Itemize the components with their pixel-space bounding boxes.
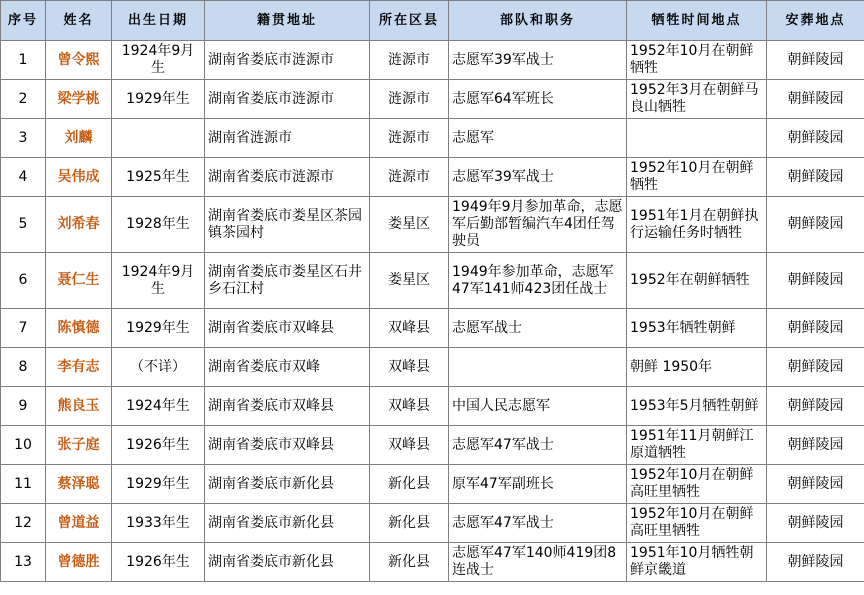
cell-no: 2 bbox=[1, 80, 46, 119]
table-row bbox=[1, 119, 864, 158]
cell-death: 1951年10月牺牲朝鲜京畿道 bbox=[627, 543, 767, 582]
header-address: 籍贯地址 bbox=[205, 1, 370, 41]
cell-name: 刘希春 bbox=[46, 197, 112, 253]
cell-unit: 志愿军47军战士 bbox=[449, 504, 627, 543]
cell-no: 5 bbox=[1, 197, 46, 253]
table-row bbox=[1, 253, 864, 309]
cell-county: 涟源市 bbox=[370, 158, 449, 197]
cell-death: 1951年1月在朝鲜执行运输任务时牺牲 bbox=[627, 197, 767, 253]
cell-no: 10 bbox=[1, 426, 46, 465]
cell-unit: 原军47军副班长 bbox=[449, 465, 627, 504]
cell-birth: 1925年生 bbox=[112, 158, 205, 197]
cell-unit: 志愿军39军战士 bbox=[449, 158, 627, 197]
cell-death: 1952年10月在朝鲜高旺里牺牲 bbox=[627, 465, 767, 504]
cell-name: 陈慎德 bbox=[46, 309, 112, 348]
cell-name: 熊良玉 bbox=[46, 387, 112, 426]
cell-death: 1953年牺牲朝鲜 bbox=[627, 309, 767, 348]
cell-address: 湖南省娄底市涟源市 bbox=[205, 80, 370, 119]
table-row bbox=[1, 41, 864, 80]
cell-burial: 朝鲜陵园 bbox=[767, 197, 864, 253]
cell-county: 娄星区 bbox=[370, 197, 449, 253]
cell-unit: 中国人民志愿军 bbox=[449, 387, 627, 426]
cell-death: 朝鲜 1950年 bbox=[627, 348, 767, 387]
table-row bbox=[1, 80, 864, 119]
cell-burial: 朝鲜陵园 bbox=[767, 387, 864, 426]
cell-birth: 1924年9月生 bbox=[112, 253, 205, 309]
table-row bbox=[1, 426, 864, 465]
cell-birth: 1933年生 bbox=[112, 504, 205, 543]
cell-unit: 志愿军47军战士 bbox=[449, 426, 627, 465]
cell-no: 9 bbox=[1, 387, 46, 426]
cell-county: 新化县 bbox=[370, 504, 449, 543]
cell-birth bbox=[112, 119, 205, 158]
cell-address: 湖南省涟源市 bbox=[205, 119, 370, 158]
cell-burial: 朝鲜陵园 bbox=[767, 309, 864, 348]
cell-no: 13 bbox=[1, 543, 46, 582]
cell-birth: 1924年生 bbox=[112, 387, 205, 426]
cell-death: 1952年在朝鲜牺牲 bbox=[627, 253, 767, 309]
cell-death: 1952年10月在朝鲜牺牲 bbox=[627, 158, 767, 197]
table-row bbox=[1, 543, 864, 582]
header-county: 所在区县 bbox=[370, 1, 449, 41]
cell-birth: 1929年生 bbox=[112, 465, 205, 504]
cell-address: 湖南省娄底市双峰县 bbox=[205, 387, 370, 426]
cell-unit: 志愿军64军班长 bbox=[449, 80, 627, 119]
cell-name: 梁学桃 bbox=[46, 80, 112, 119]
cell-birth: （不详） bbox=[112, 348, 205, 387]
cell-birth: 1929年生 bbox=[112, 309, 205, 348]
cell-burial: 朝鲜陵园 bbox=[767, 543, 864, 582]
table-row bbox=[1, 158, 864, 197]
header-burial: 安葬地点 bbox=[767, 1, 864, 41]
cell-unit: 志愿军39军战士 bbox=[449, 41, 627, 80]
cell-address: 湖南省娄底市双峰县 bbox=[205, 426, 370, 465]
cell-address: 湖南省娄底市双峰 bbox=[205, 348, 370, 387]
cell-burial: 朝鲜陵园 bbox=[767, 426, 864, 465]
cell-name: 曾道益 bbox=[46, 504, 112, 543]
cell-name: 蔡泽聪 bbox=[46, 465, 112, 504]
cell-no: 3 bbox=[1, 119, 46, 158]
cell-county: 新化县 bbox=[370, 465, 449, 504]
cell-address: 湖南省娄底市双峰县 bbox=[205, 309, 370, 348]
cell-name: 刘麟 bbox=[46, 119, 112, 158]
cell-no: 4 bbox=[1, 158, 46, 197]
cell-county: 涟源市 bbox=[370, 80, 449, 119]
table-row bbox=[1, 387, 864, 426]
header-name: 姓名 bbox=[46, 1, 112, 41]
cell-no: 1 bbox=[1, 41, 46, 80]
cell-no: 11 bbox=[1, 465, 46, 504]
cell-burial: 朝鲜陵园 bbox=[767, 504, 864, 543]
cell-name: 张子庭 bbox=[46, 426, 112, 465]
cell-county: 娄星区 bbox=[370, 253, 449, 309]
cell-death: 1952年10月在朝鲜牺牲 bbox=[627, 41, 767, 80]
cell-no: 12 bbox=[1, 504, 46, 543]
cell-county: 双峰县 bbox=[370, 348, 449, 387]
header-row bbox=[1, 1, 864, 41]
cell-county: 双峰县 bbox=[370, 387, 449, 426]
cell-unit: 1949年参加革命，志愿军47军141师423团任战士 bbox=[449, 253, 627, 309]
header-unit: 部队和职务 bbox=[449, 1, 627, 41]
cell-name: 曾德胜 bbox=[46, 543, 112, 582]
cell-death bbox=[627, 119, 767, 158]
cell-death: 1951年11月朝鲜江原道牺牲 bbox=[627, 426, 767, 465]
cell-address: 湖南省娄底市新化县 bbox=[205, 465, 370, 504]
cell-unit: 志愿军 bbox=[449, 119, 627, 158]
table-row bbox=[1, 504, 864, 543]
cell-county: 涟源市 bbox=[370, 41, 449, 80]
cell-burial: 朝鲜陵园 bbox=[767, 41, 864, 80]
header-death: 牺牲时间地点 bbox=[627, 1, 767, 41]
cell-death: 1953年5月牺牲朝鲜 bbox=[627, 387, 767, 426]
cell-county: 涟源市 bbox=[370, 119, 449, 158]
cell-burial: 朝鲜陵园 bbox=[767, 80, 864, 119]
cell-burial: 朝鲜陵园 bbox=[767, 253, 864, 309]
header-birth: 出生日期 bbox=[112, 1, 205, 41]
cell-death: 1952年3月在朝鲜马良山牺牲 bbox=[627, 80, 767, 119]
cell-birth: 1924年9月生 bbox=[112, 41, 205, 80]
cell-name: 李有志 bbox=[46, 348, 112, 387]
cell-name: 聂仁生 bbox=[46, 253, 112, 309]
cell-name: 曾令熙 bbox=[46, 41, 112, 80]
cell-address: 湖南省娄底市新化县 bbox=[205, 543, 370, 582]
cell-county: 新化县 bbox=[370, 543, 449, 582]
cell-death: 1952年10月在朝鲜高旺里牺牲 bbox=[627, 504, 767, 543]
cell-unit bbox=[449, 348, 627, 387]
cell-no: 8 bbox=[1, 348, 46, 387]
cell-unit: 志愿军战士 bbox=[449, 309, 627, 348]
cell-unit: 1949年9月参加革命，志愿军后勤部暂编汽车4团任驾驶员 bbox=[449, 197, 627, 253]
cell-address: 湖南省娄底市娄星区石井乡石江村 bbox=[205, 253, 370, 309]
table-row bbox=[1, 309, 864, 348]
cell-burial: 朝鲜陵园 bbox=[767, 158, 864, 197]
cell-no: 6 bbox=[1, 253, 46, 309]
table-row bbox=[1, 197, 864, 253]
cell-birth: 1926年生 bbox=[112, 426, 205, 465]
cell-address: 湖南省娄底市新化县 bbox=[205, 504, 370, 543]
header-no: 序号 bbox=[1, 1, 46, 41]
cell-address: 湖南省娄底市娄星区茶园镇茶园村 bbox=[205, 197, 370, 253]
table-row bbox=[1, 348, 864, 387]
table-row bbox=[1, 465, 864, 504]
cell-burial: 朝鲜陵园 bbox=[767, 348, 864, 387]
cell-no: 7 bbox=[1, 309, 46, 348]
cell-burial: 朝鲜陵园 bbox=[767, 119, 864, 158]
cell-address: 湖南省娄底市涟源市 bbox=[205, 158, 370, 197]
cell-birth: 1926年生 bbox=[112, 543, 205, 582]
cell-county: 双峰县 bbox=[370, 426, 449, 465]
cell-burial: 朝鲜陵园 bbox=[767, 465, 864, 504]
cell-address: 湖南省娄底市涟源市 bbox=[205, 41, 370, 80]
cell-unit: 志愿军47军140师419团8连战士 bbox=[449, 543, 627, 582]
cell-name: 吴伟成 bbox=[46, 158, 112, 197]
cell-county: 双峰县 bbox=[370, 309, 449, 348]
cell-birth: 1929年生 bbox=[112, 80, 205, 119]
cell-birth: 1928年生 bbox=[112, 197, 205, 253]
